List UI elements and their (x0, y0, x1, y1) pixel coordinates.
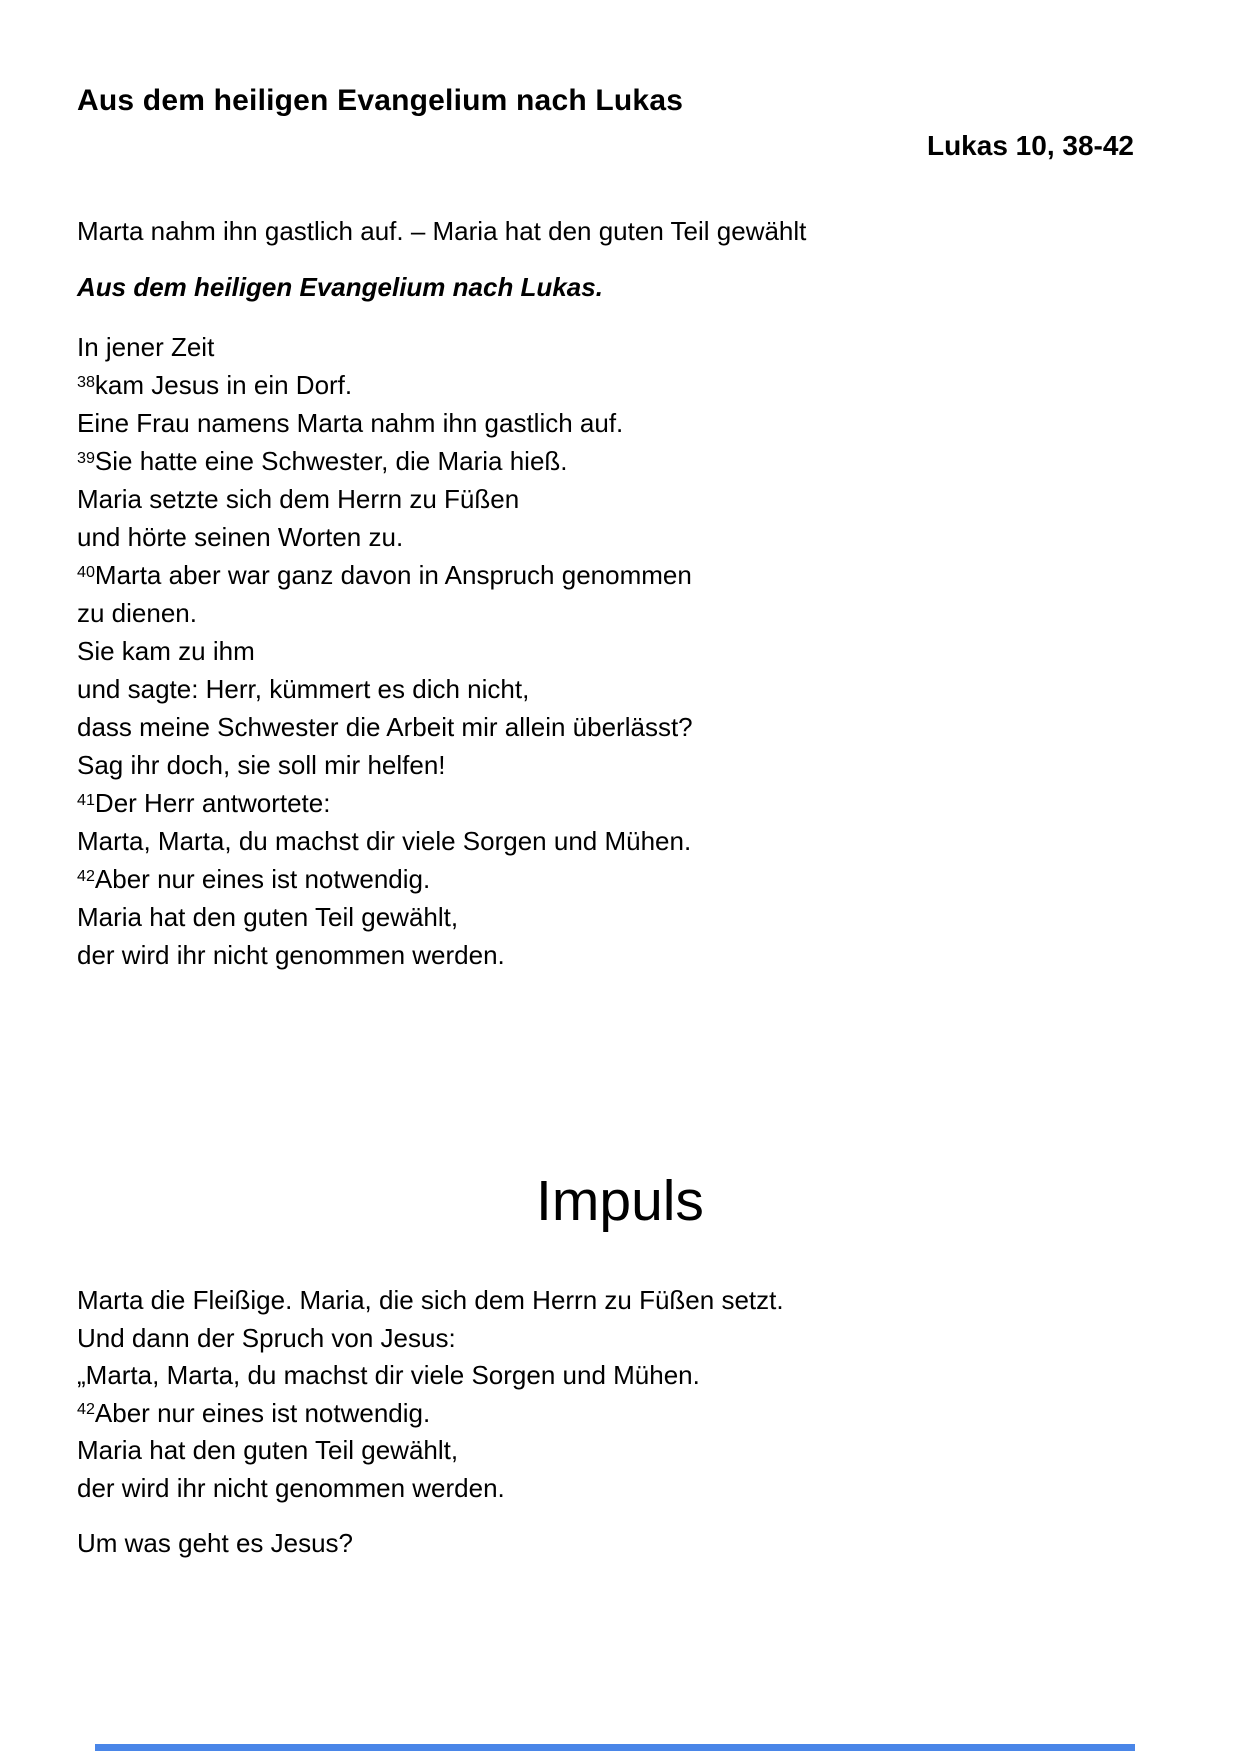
gospel-line: Sag ihr doch, sie soll mir helfen! (77, 750, 446, 780)
leadin-line: Aus dem heiligen Evangelium nach Lukas. (77, 272, 603, 302)
gospel-line: $^{38}$kam Jesus in ein Dorf. (77, 370, 353, 400)
impuls-text (77, 1282, 784, 1507)
impuls-question: Um was geht es Jesus? (77, 1528, 354, 1558)
page-title: Aus dem heiligen Evangelium nach Lukas (77, 84, 684, 117)
impuls-line: $^{42}$Aber nur eines ist notwendig. (77, 1397, 431, 1428)
page-bottom-rule (95, 1744, 1135, 1751)
gospel-line: zu dienen. (77, 598, 197, 628)
gospel-line: $^{41}$Der Herr antwortete: (77, 788, 331, 818)
gospel-line: In jener Zeit (77, 332, 215, 362)
verse-number: 38 (77, 372, 95, 391)
gospel-line: Eine Frau namens Marta nahm ihn gastlich auf. (77, 408, 624, 438)
verse-number: 41 (77, 790, 95, 809)
gospel-text (77, 328, 693, 974)
impuls-line: Und dann der Spruch von Jesus: (77, 1322, 456, 1353)
scripture-reference: Lukas 10, 38-42 (926, 130, 1134, 161)
impuls-line: Maria hat den guten Teil gewählt, (77, 1435, 459, 1465)
gospel-line: $^{42}$Aber nur eines ist notwendig. (77, 864, 431, 894)
summary-line: Marta nahm ihn gastlich auf. – Maria hat den guten Teil gewählt (77, 216, 807, 246)
gospel-line: Sie kam zu ihm (77, 636, 255, 666)
verse-number: 42 (77, 866, 95, 885)
impuls-line: „Marta, Marta, du machst dir viele Sorgen und Mühen. (77, 1360, 700, 1390)
gospel-line: $^{39}$Sie hatte eine Schwester, die Maria hieß. (77, 446, 568, 476)
impuls-line: der wird ihr nicht genommen werden. (77, 1472, 505, 1503)
gospel-line: dass meine Schwester die Arbeit mir allein überlässt? (77, 712, 693, 742)
impuls-line: Marta die Fleißige. Maria, die sich dem Herrn zu Füßen setzt. (77, 1285, 784, 1315)
verse-number: 42 (77, 1400, 95, 1419)
gospel-line: Marta, Marta, du machst dir viele Sorgen und Mühen. (77, 826, 692, 856)
gospel-line: und hörte seinen Worten zu. (77, 522, 404, 552)
verse-number: 39 (77, 448, 95, 467)
verse-number: 40 (77, 562, 95, 581)
gospel-line: $^{40}$Marta aber war ganz davon in Anspruch genommen (77, 560, 692, 590)
gospel-line: der wird ihr nicht genommen werden. (77, 940, 505, 970)
gospel-line: Maria hat den guten Teil gewählt, (77, 902, 459, 932)
gospel-line: Maria setzte sich dem Herrn zu Füßen (77, 484, 520, 514)
impuls-heading: Impuls (536, 1169, 704, 1233)
gospel-line: und sagte: Herr, kümmert es dich nicht, (77, 674, 530, 704)
